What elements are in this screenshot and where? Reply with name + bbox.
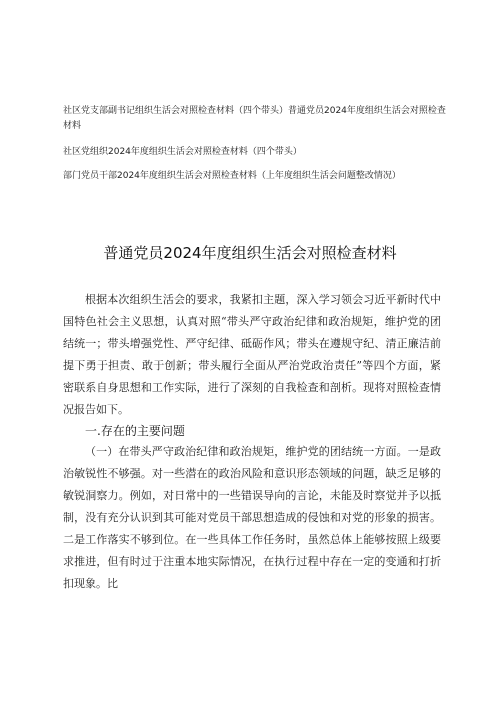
- intro-paragraph: 根据本次组织生活会的要求，我紧扣主题，深入学习领会习近平新时代中国特色社会主义思想，认真对照“带头严守政治纪律和政治规矩，维护党的团结统一；带头增强党性、严守纪律、砥砺作风；带头在遵规守纪、清正廉洁前提下勇于担责、敢于创新；带头履行全面从严治党政治责任”等四个方面，紧密联系自身思想和工作实际，进行了深刻的自我检查和剖析。现将对照检查情况报告如下。: [63, 293, 441, 416]
- related-documents-list: [63, 104, 448, 193]
- section-heading: 一.存在的主要问题: [85, 424, 185, 438]
- related-document-link[interactable]: 部门党员干部2024年度组织生活会对照检查材料（上年度组织生活会问题整改情况）: [63, 171, 401, 181]
- document-body: [63, 289, 441, 595]
- section-paragraph: （一）在带头严守政治纪律和政治规矩，维护党的团结统一方面。一是政治敏锐性不够强。对一些潜在的政治风险和意识形态领域的问题，缺乏足够的敏锐洞察力。例如，对日常中的一些错误导向的言论，未能及时察觉并予以抵制，没有充分认识到其可能对党员干部思想造成的侵蚀和对党的形象的损害。二是工作落实不够到位。在一些具体工作任务时，虽然总体上能够按照上级要求推进，但有时过于注重本地实际情况，在执行过程中存在一定的变通和打折扣现象。比: [63, 445, 441, 590]
- related-document-link[interactable]: 社区党支部副书记组织生活会对照检查材料（四个带头）普通党员2024年度组织生活会对照检查材料: [63, 106, 446, 131]
- document-title: 普通党员2024年度组织生活会对照检查材料: [103, 244, 397, 262]
- related-document-link[interactable]: 社区党组织2024年度组织生活会对照检查材料（四个带头）: [63, 147, 302, 157]
